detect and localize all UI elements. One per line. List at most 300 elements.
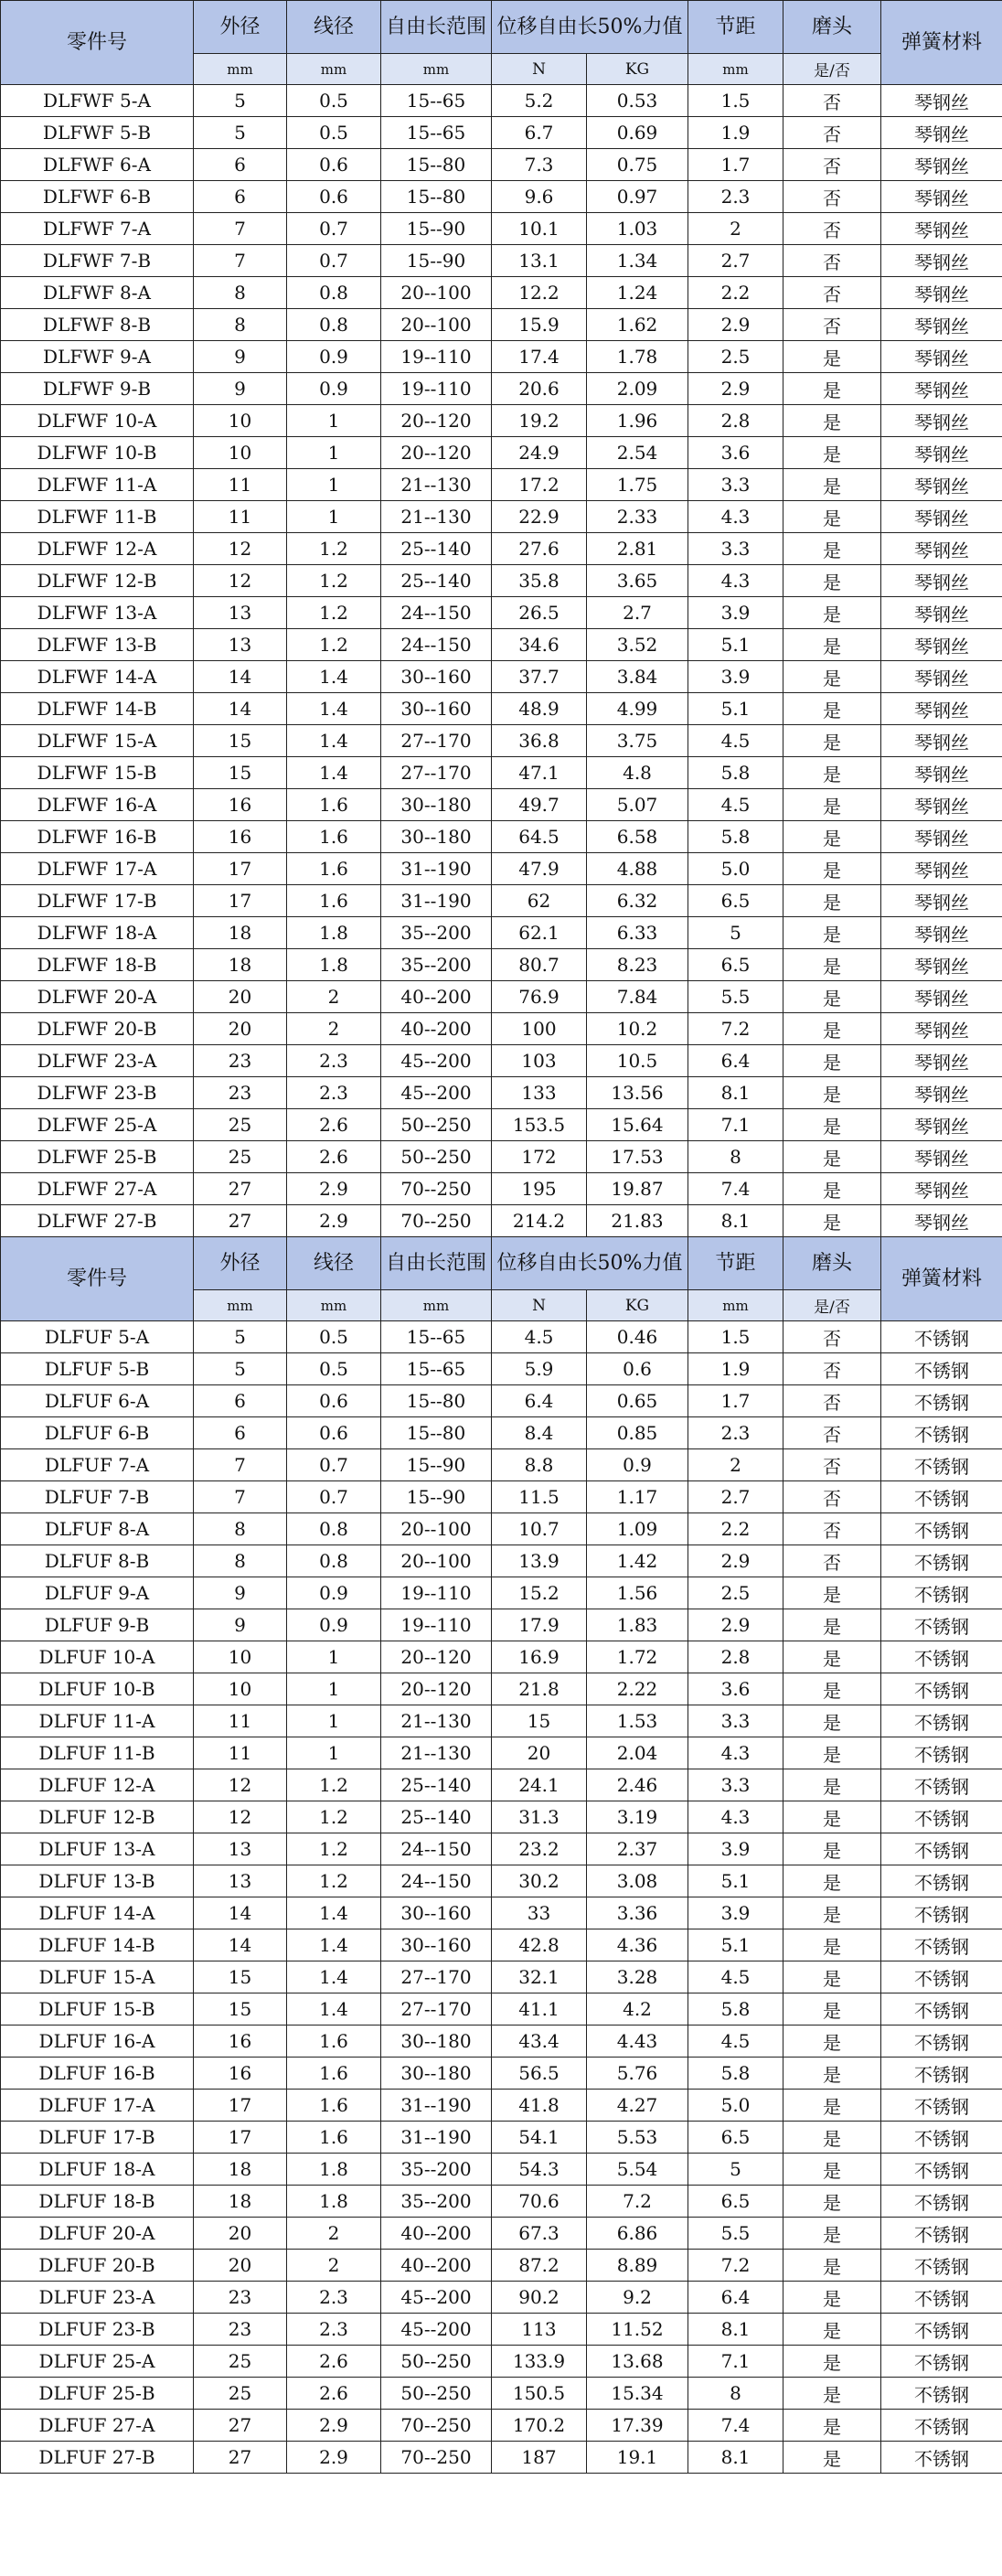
table-row [1, 693, 1002, 725]
cell-part-no: DLFWF 9-B [1, 373, 194, 405]
cell-free-length: 70--250 [381, 2442, 492, 2474]
cell-ground-end: 是 [783, 2282, 881, 2314]
cell-outer-dia: 10 [194, 1673, 287, 1705]
cell-part-no: DLFUF 16-B [1, 2058, 194, 2090]
cell-force-kg: 2.54 [587, 437, 688, 469]
cell-ground-end: 是 [783, 981, 881, 1013]
cell-outer-dia: 11 [194, 469, 287, 501]
cell-free-length: 27--170 [381, 725, 492, 757]
cell-part-no: DLFUF 20-A [1, 2218, 194, 2250]
cell-free-length: 30--180 [381, 821, 492, 853]
cell-part-no: DLFUF 10-B [1, 1673, 194, 1705]
cell-pitch: 2.8 [688, 405, 783, 437]
cell-part-no: DLFWF 11-A [1, 469, 194, 501]
cell-ground-end: 是 [783, 1641, 881, 1673]
cell-outer-dia: 12 [194, 1801, 287, 1833]
cell-wire-dia: 1.6 [287, 821, 381, 853]
cell-material: 琴钢丝 [881, 1173, 1002, 1205]
table-row [1, 1737, 1002, 1769]
cell-force-n: 13.9 [492, 1545, 587, 1577]
cell-part-no: DLFWF 14-A [1, 661, 194, 693]
unit-pitch: mm [688, 54, 783, 85]
cell-wire-dia: 0.5 [287, 85, 381, 117]
cell-force-n: 17.4 [492, 341, 587, 373]
cell-outer-dia: 20 [194, 2218, 287, 2250]
cell-force-kg: 1.24 [587, 277, 688, 309]
cell-wire-dia: 1.2 [287, 1769, 381, 1801]
cell-pitch: 6.5 [688, 2186, 783, 2218]
cell-pitch: 8.1 [688, 2314, 783, 2346]
cell-part-no: DLFWF 7-A [1, 213, 194, 245]
cell-pitch: 7.2 [688, 1013, 783, 1045]
cell-outer-dia: 9 [194, 341, 287, 373]
cell-wire-dia: 1 [287, 1737, 381, 1769]
cell-part-no: DLFUF 14-A [1, 1897, 194, 1929]
cell-ground-end: 是 [783, 2058, 881, 2090]
cell-free-length: 40--200 [381, 2250, 492, 2282]
cell-pitch: 8.1 [688, 2442, 783, 2474]
cell-outer-dia: 7 [194, 245, 287, 277]
cell-outer-dia: 23 [194, 2282, 287, 2314]
table-row [1, 2314, 1002, 2346]
cell-force-n: 48.9 [492, 693, 587, 725]
cell-wire-dia: 2.6 [287, 1109, 381, 1141]
cell-free-length: 30--160 [381, 1929, 492, 1961]
cell-material: 琴钢丝 [881, 917, 1002, 949]
cell-wire-dia: 1.2 [287, 565, 381, 597]
cell-force-n: 26.5 [492, 597, 587, 629]
cell-free-length: 27--170 [381, 757, 492, 789]
cell-ground-end: 是 [783, 1865, 881, 1897]
cell-pitch: 6.4 [688, 1045, 783, 1077]
cell-part-no: DLFUF 27-A [1, 2410, 194, 2442]
cell-force-n: 62.1 [492, 917, 587, 949]
cell-free-length: 15--80 [381, 1417, 492, 1449]
cell-part-no: DLFWF 27-A [1, 1173, 194, 1205]
cell-ground-end: 是 [783, 565, 881, 597]
cell-part-no: DLFWF 16-A [1, 789, 194, 821]
cell-pitch: 6.4 [688, 2282, 783, 2314]
cell-free-length: 70--250 [381, 1205, 492, 1237]
cell-material: 琴钢丝 [881, 565, 1002, 597]
cell-free-length: 35--200 [381, 917, 492, 949]
cell-wire-dia: 2.3 [287, 2282, 381, 2314]
cell-pitch: 3.3 [688, 533, 783, 565]
cell-wire-dia: 0.5 [287, 1353, 381, 1385]
table-row [1, 949, 1002, 981]
table-row [1, 2058, 1002, 2090]
cell-force-kg: 11.52 [587, 2314, 688, 2346]
cell-wire-dia: 0.8 [287, 277, 381, 309]
cell-force-kg: 2.22 [587, 1673, 688, 1705]
cell-pitch: 1.5 [688, 85, 783, 117]
cell-pitch: 7.4 [688, 1173, 783, 1205]
cell-ground-end: 是 [783, 405, 881, 437]
table-row [1, 85, 1002, 117]
cell-wire-dia: 2.3 [287, 1045, 381, 1077]
cell-force-kg: 1.42 [587, 1545, 688, 1577]
header-row [1, 1237, 1002, 1290]
table-row [1, 1769, 1002, 1801]
cell-free-length: 21--130 [381, 1737, 492, 1769]
cell-free-length: 15--90 [381, 245, 492, 277]
cell-free-length: 20--100 [381, 309, 492, 341]
cell-force-n: 6.7 [492, 117, 587, 149]
cell-force-kg: 1.75 [587, 469, 688, 501]
cell-ground-end: 是 [783, 1013, 881, 1045]
cell-part-no: DLFUF 11-A [1, 1705, 194, 1737]
cell-free-length: 50--250 [381, 2346, 492, 2378]
cell-wire-dia: 2.6 [287, 2378, 381, 2410]
cell-pitch: 2.5 [688, 341, 783, 373]
cell-outer-dia: 15 [194, 1961, 287, 1993]
cell-material: 不锈钢 [881, 1353, 1002, 1385]
cell-material: 琴钢丝 [881, 1109, 1002, 1141]
cell-wire-dia: 1 [287, 437, 381, 469]
table-row [1, 181, 1002, 213]
cell-wire-dia: 0.5 [287, 1321, 381, 1353]
cell-force-n: 37.7 [492, 661, 587, 693]
table-row [1, 981, 1002, 1013]
cell-free-length: 50--250 [381, 2378, 492, 2410]
cell-wire-dia: 0.6 [287, 1417, 381, 1449]
table-row [1, 1961, 1002, 1993]
cell-outer-dia: 13 [194, 1865, 287, 1897]
cell-force-kg: 1.62 [587, 309, 688, 341]
cell-free-length: 24--150 [381, 1865, 492, 1897]
cell-free-length: 31--190 [381, 2090, 492, 2122]
cell-force-kg: 2.04 [587, 1737, 688, 1769]
cell-free-length: 25--140 [381, 565, 492, 597]
cell-force-kg: 19.1 [587, 2442, 688, 2474]
cell-force-kg: 5.76 [587, 2058, 688, 2090]
cell-pitch: 5.8 [688, 1993, 783, 2026]
unit-wire-dia: mm [287, 1290, 381, 1321]
cell-force-n: 8.8 [492, 1449, 587, 1481]
cell-ground-end: 是 [783, 1673, 881, 1705]
table-row [1, 117, 1002, 149]
cell-ground-end: 是 [783, 1993, 881, 2026]
cell-force-n: 43.4 [492, 2026, 587, 2058]
cell-pitch: 2.9 [688, 309, 783, 341]
cell-force-n: 24.9 [492, 437, 587, 469]
unit-force-n: N [492, 1290, 587, 1321]
cell-wire-dia: 1.4 [287, 1993, 381, 2026]
cell-force-kg: 2.37 [587, 1833, 688, 1865]
cell-pitch: 5.8 [688, 821, 783, 853]
cell-pitch: 2.9 [688, 1545, 783, 1577]
cell-force-n: 67.3 [492, 2218, 587, 2250]
cell-ground-end: 否 [783, 1353, 881, 1385]
cell-free-length: 20--120 [381, 437, 492, 469]
cell-part-no: DLFUF 6-A [1, 1385, 194, 1417]
table-row [1, 1993, 1002, 2026]
cell-wire-dia: 0.8 [287, 1545, 381, 1577]
cell-wire-dia: 1.2 [287, 597, 381, 629]
cell-part-no: DLFUF 9-A [1, 1577, 194, 1609]
cell-free-length: 70--250 [381, 2410, 492, 2442]
cell-ground-end: 是 [783, 2410, 881, 2442]
cell-part-no: DLFWF 15-A [1, 725, 194, 757]
cell-force-kg: 3.65 [587, 565, 688, 597]
cell-outer-dia: 10 [194, 405, 287, 437]
cell-wire-dia: 0.6 [287, 149, 381, 181]
cell-force-n: 30.2 [492, 1865, 587, 1897]
cell-material: 琴钢丝 [881, 149, 1002, 181]
table-row [1, 437, 1002, 469]
cell-outer-dia: 27 [194, 1205, 287, 1237]
cell-ground-end: 否 [783, 149, 881, 181]
cell-pitch: 6.5 [688, 949, 783, 981]
cell-force-n: 103 [492, 1045, 587, 1077]
cell-force-n: 34.6 [492, 629, 587, 661]
cell-outer-dia: 27 [194, 2410, 287, 2442]
cell-part-no: DLFWF 5-A [1, 85, 194, 117]
cell-force-kg: 2.81 [587, 533, 688, 565]
cell-ground-end: 是 [783, 2186, 881, 2218]
cell-force-n: 64.5 [492, 821, 587, 853]
cell-force-n: 5.2 [492, 85, 587, 117]
table-row [1, 1077, 1002, 1109]
cell-material: 不锈钢 [881, 1993, 1002, 2026]
cell-wire-dia: 0.9 [287, 341, 381, 373]
cell-force-kg: 4.99 [587, 693, 688, 725]
cell-force-n: 17.2 [492, 469, 587, 501]
table-row [1, 2410, 1002, 2442]
cell-part-no: DLFWF 15-B [1, 757, 194, 789]
cell-part-no: DLFUF 18-A [1, 2154, 194, 2186]
cell-force-kg: 0.53 [587, 85, 688, 117]
header-force-at-50: 位移自由长50%力值 [492, 1237, 688, 1290]
cell-part-no: DLFUF 7-B [1, 1481, 194, 1513]
table-row [1, 853, 1002, 885]
cell-outer-dia: 15 [194, 757, 287, 789]
cell-pitch: 5.8 [688, 757, 783, 789]
cell-pitch: 4.3 [688, 1801, 783, 1833]
cell-force-n: 27.6 [492, 533, 587, 565]
cell-material: 琴钢丝 [881, 1141, 1002, 1173]
cell-part-no: DLFWF 23-A [1, 1045, 194, 1077]
cell-ground-end: 是 [783, 1737, 881, 1769]
cell-free-length: 24--150 [381, 629, 492, 661]
cell-force-kg: 17.39 [587, 2410, 688, 2442]
table-row [1, 1513, 1002, 1545]
cell-force-kg: 7.2 [587, 2186, 688, 2218]
cell-wire-dia: 0.7 [287, 1449, 381, 1481]
cell-outer-dia: 12 [194, 565, 287, 597]
table-row [1, 789, 1002, 821]
cell-part-no: DLFWF 10-A [1, 405, 194, 437]
cell-force-kg: 8.89 [587, 2250, 688, 2282]
cell-wire-dia: 1.8 [287, 2154, 381, 2186]
cell-outer-dia: 7 [194, 213, 287, 245]
cell-free-length: 27--170 [381, 1961, 492, 1993]
cell-part-no: DLFWF 25-A [1, 1109, 194, 1141]
table-body [1, 1, 1002, 2474]
cell-ground-end: 是 [783, 725, 881, 757]
cell-part-no: DLFWF 18-B [1, 949, 194, 981]
cell-part-no: DLFUF 12-A [1, 1769, 194, 1801]
cell-ground-end: 是 [783, 693, 881, 725]
cell-force-kg: 5.53 [587, 2122, 688, 2154]
cell-ground-end: 是 [783, 629, 881, 661]
cell-free-length: 30--160 [381, 661, 492, 693]
table-row [1, 597, 1002, 629]
cell-pitch: 3.3 [688, 1705, 783, 1737]
cell-free-length: 15--80 [381, 1385, 492, 1417]
table-row [1, 565, 1002, 597]
cell-pitch: 8.1 [688, 1205, 783, 1237]
cell-pitch: 7.2 [688, 2250, 783, 2282]
cell-ground-end: 是 [783, 2026, 881, 2058]
cell-part-no: DLFWF 27-B [1, 1205, 194, 1237]
cell-ground-end: 是 [783, 1109, 881, 1141]
cell-material: 琴钢丝 [881, 693, 1002, 725]
cell-outer-dia: 13 [194, 597, 287, 629]
cell-outer-dia: 23 [194, 1077, 287, 1109]
cell-free-length: 15--90 [381, 1449, 492, 1481]
cell-pitch: 3.9 [688, 597, 783, 629]
cell-pitch: 8 [688, 1141, 783, 1173]
cell-wire-dia: 0.9 [287, 1609, 381, 1641]
cell-pitch: 7.1 [688, 1109, 783, 1141]
cell-material: 琴钢丝 [881, 373, 1002, 405]
unit-force-kg: KG [587, 1290, 688, 1321]
table-row [1, 629, 1002, 661]
table-row [1, 1577, 1002, 1609]
cell-pitch: 2.8 [688, 1641, 783, 1673]
cell-outer-dia: 5 [194, 117, 287, 149]
cell-pitch: 1.7 [688, 149, 783, 181]
cell-part-no: DLFUF 23-A [1, 2282, 194, 2314]
table-row [1, 1385, 1002, 1417]
unit-pitch: mm [688, 1290, 783, 1321]
cell-outer-dia: 25 [194, 2346, 287, 2378]
cell-outer-dia: 10 [194, 1641, 287, 1673]
cell-free-length: 30--180 [381, 789, 492, 821]
cell-outer-dia: 7 [194, 1449, 287, 1481]
cell-pitch: 4.5 [688, 1961, 783, 1993]
cell-force-n: 20 [492, 1737, 587, 1769]
cell-force-kg: 4.2 [587, 1993, 688, 2026]
cell-material: 琴钢丝 [881, 501, 1002, 533]
cell-material: 不锈钢 [881, 2154, 1002, 2186]
header-force-at-50: 位移自由长50%力值 [492, 1, 688, 54]
cell-force-n: 113 [492, 2314, 587, 2346]
cell-force-n: 10.1 [492, 213, 587, 245]
header-pitch: 节距 [688, 1237, 783, 1290]
cell-pitch: 2 [688, 213, 783, 245]
cell-outer-dia: 16 [194, 2058, 287, 2090]
cell-material: 不锈钢 [881, 1545, 1002, 1577]
unit-outer-dia: mm [194, 54, 287, 85]
cell-material: 琴钢丝 [881, 309, 1002, 341]
cell-material: 不锈钢 [881, 1609, 1002, 1641]
cell-part-no: DLFUF 13-A [1, 1833, 194, 1865]
cell-force-kg: 1.56 [587, 1577, 688, 1609]
cell-force-kg: 1.72 [587, 1641, 688, 1673]
cell-wire-dia: 1.4 [287, 693, 381, 725]
cell-free-length: 15--65 [381, 1321, 492, 1353]
cell-material: 琴钢丝 [881, 405, 1002, 437]
unit-outer-dia: mm [194, 1290, 287, 1321]
cell-pitch: 4.5 [688, 2026, 783, 2058]
cell-force-kg: 10.5 [587, 1045, 688, 1077]
cell-material: 不锈钢 [881, 1449, 1002, 1481]
cell-force-n: 17.9 [492, 1609, 587, 1641]
cell-part-no: DLFWF 12-A [1, 533, 194, 565]
header-part-no: 零件号 [1, 1237, 194, 1321]
cell-material: 不锈钢 [881, 2442, 1002, 2474]
table-row [1, 2442, 1002, 2474]
table-row [1, 2378, 1002, 2410]
cell-outer-dia: 17 [194, 853, 287, 885]
cell-pitch: 4.3 [688, 565, 783, 597]
table-row [1, 1673, 1002, 1705]
cell-pitch: 2 [688, 1449, 783, 1481]
cell-free-length: 31--190 [381, 853, 492, 885]
cell-wire-dia: 0.7 [287, 245, 381, 277]
cell-force-n: 214.2 [492, 1205, 587, 1237]
cell-material: 不锈钢 [881, 1705, 1002, 1737]
table-row [1, 1449, 1002, 1481]
cell-wire-dia: 1.2 [287, 1865, 381, 1897]
cell-ground-end: 否 [783, 1385, 881, 1417]
cell-free-length: 30--180 [381, 2058, 492, 2090]
cell-wire-dia: 2.9 [287, 1173, 381, 1205]
table-row [1, 1353, 1002, 1385]
cell-outer-dia: 18 [194, 2186, 287, 2218]
table-row [1, 1173, 1002, 1205]
cell-ground-end: 是 [783, 1077, 881, 1109]
unit-free-length: mm [381, 54, 492, 85]
cell-force-n: 42.8 [492, 1929, 587, 1961]
cell-free-length: 20--100 [381, 1513, 492, 1545]
cell-force-kg: 6.32 [587, 885, 688, 917]
cell-free-length: 31--190 [381, 885, 492, 917]
cell-material: 不锈钢 [881, 1737, 1002, 1769]
cell-ground-end: 否 [783, 117, 881, 149]
cell-part-no: DLFUF 11-B [1, 1737, 194, 1769]
cell-material: 不锈钢 [881, 1417, 1002, 1449]
table-row [1, 2090, 1002, 2122]
cell-part-no: DLFWF 20-A [1, 981, 194, 1013]
cell-pitch: 6.5 [688, 885, 783, 917]
table-row [1, 469, 1002, 501]
cell-outer-dia: 25 [194, 1141, 287, 1173]
table-row [1, 213, 1002, 245]
cell-pitch: 2.9 [688, 373, 783, 405]
cell-free-length: 15--65 [381, 117, 492, 149]
cell-pitch: 3.3 [688, 469, 783, 501]
cell-pitch: 2.3 [688, 181, 783, 213]
cell-force-kg: 2.33 [587, 501, 688, 533]
cell-force-n: 24.1 [492, 1769, 587, 1801]
cell-wire-dia: 2 [287, 2218, 381, 2250]
cell-force-kg: 0.6 [587, 1353, 688, 1385]
cell-material: 琴钢丝 [881, 1077, 1002, 1109]
cell-outer-dia: 9 [194, 1609, 287, 1641]
cell-force-kg: 5.54 [587, 2154, 688, 2186]
cell-force-kg: 3.08 [587, 1865, 688, 1897]
cell-material: 琴钢丝 [881, 789, 1002, 821]
cell-free-length: 45--200 [381, 2282, 492, 2314]
cell-part-no: DLFUF 6-B [1, 1417, 194, 1449]
cell-material: 琴钢丝 [881, 949, 1002, 981]
cell-part-no: DLFUF 8-B [1, 1545, 194, 1577]
cell-force-n: 9.6 [492, 181, 587, 213]
cell-part-no: DLFUF 7-A [1, 1449, 194, 1481]
